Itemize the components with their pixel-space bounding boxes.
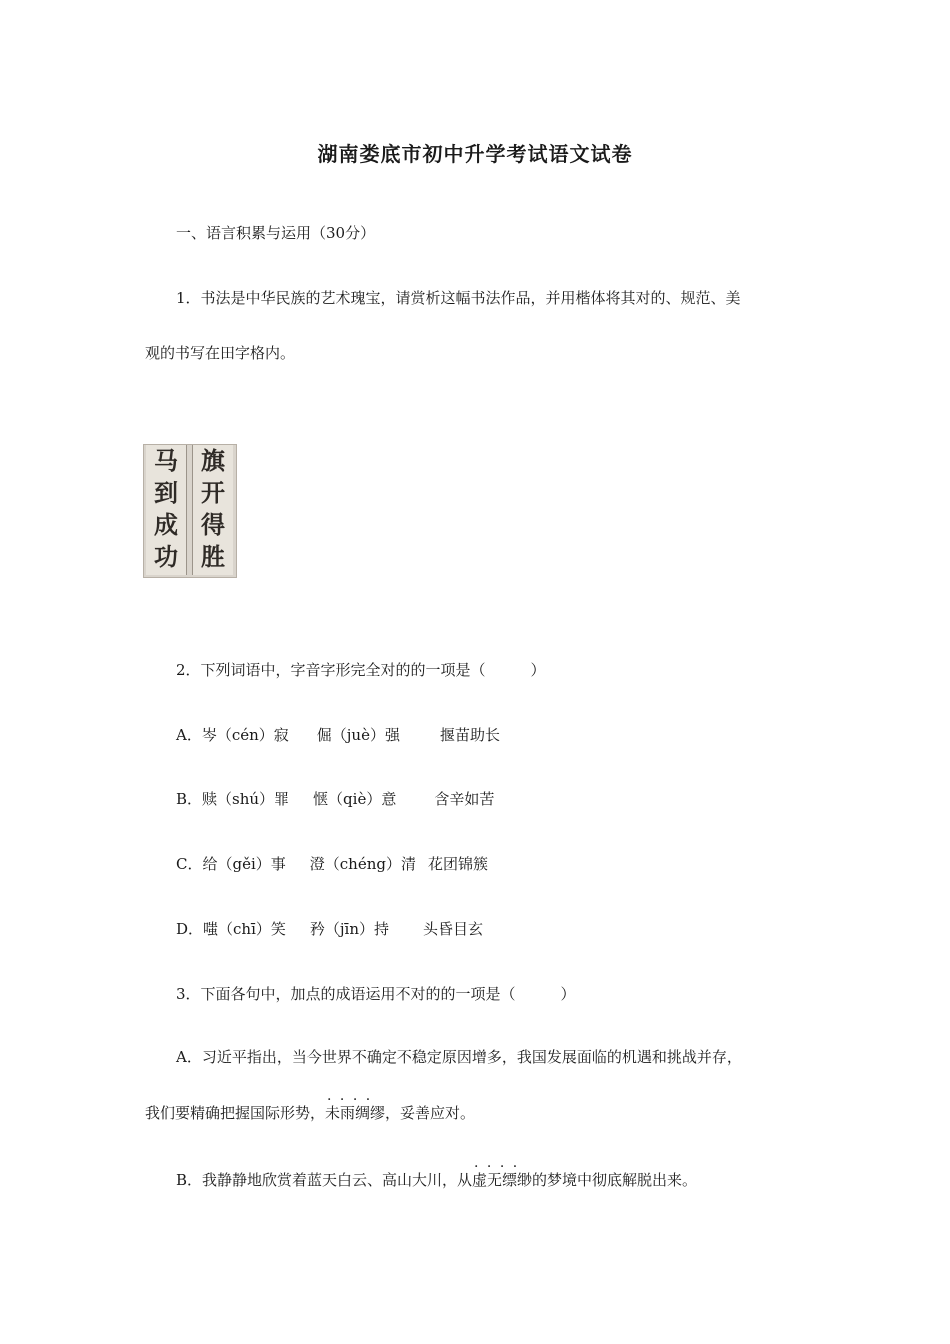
- question-2-option-c: [176, 854, 488, 874]
- emphasized-idiom: · · 未雨绸缪: [325, 1104, 385, 1122]
- calligraphy-char: 成: [154, 510, 178, 539]
- calligraphy-char: 功: [154, 542, 178, 571]
- calligraphy-char: 胜: [201, 542, 225, 571]
- calligraphy-char: 到: [154, 478, 178, 507]
- page-title: 湖南娄底市初中升学考试语文试卷: [317, 142, 633, 166]
- section-heading: 一、语言积累与运用（30分）: [176, 224, 376, 242]
- option-part: D．嗤（chī）笑: [176, 920, 286, 938]
- option-part: 头昏目玄: [423, 920, 484, 938]
- option-part: 倔（juè）强: [316, 726, 400, 744]
- question-3-stem: 3．下面各句中，加点的成语运用不对的的一项是（ ）: [176, 985, 576, 1003]
- calligraphy-scroll-right: [192, 445, 233, 575]
- calligraphy-char: 马: [154, 446, 178, 475]
- calligraphy-char: 得: [201, 510, 225, 539]
- option-part: 揠苗助长: [439, 726, 500, 744]
- text-segment: 我们要精确把握国际形势，: [145, 1104, 326, 1122]
- text-segment: ，妥善应对。: [385, 1104, 476, 1122]
- calligraphy-image: [143, 444, 237, 578]
- question-2-option-b: [176, 789, 494, 809]
- question-2-option-d: [176, 919, 483, 939]
- calligraphy-char: 旗: [201, 446, 225, 475]
- text-segment: 的梦境中彻底解脱出来。: [532, 1171, 698, 1189]
- option-part: B．赎（shú）罪: [176, 790, 290, 808]
- question-3-option-a-line-2: [145, 1103, 475, 1123]
- option-part: 澄（chéng）清: [309, 855, 416, 873]
- text-segment: B．我静静地欣赏着蓝天白云、高山大川，从: [176, 1171, 473, 1189]
- option-part: C．给（gěi）事: [176, 855, 286, 873]
- question-3-option-b: [176, 1170, 697, 1190]
- question-1-line-1: 1．书法是中华民族的艺术瑰宝，请赏析这幅书法作品，并用楷体将其对的、规范、美: [176, 289, 741, 307]
- option-part: 矜（jīn）持: [309, 920, 389, 938]
- calligraphy-scroll-left: [146, 445, 187, 575]
- emphasized-idiom: · · 虚无缥缈: [472, 1171, 532, 1189]
- option-part: 含辛如苦: [434, 790, 495, 808]
- question-2-option-a: [176, 725, 500, 745]
- question-3-option-a-line-1: A．习近平指出，当今世界不确定不稳定原因增多，我国发展面临的机遇和挑战并存，: [176, 1048, 742, 1066]
- option-part: 花团锦簇: [427, 855, 488, 873]
- option-part: 惬（qiè）意: [313, 790, 397, 808]
- option-part: A．岑（cén）寂: [176, 726, 289, 744]
- calligraphy-char: 开: [201, 478, 225, 507]
- question-1-line-2: 观的书写在田字格内。: [145, 344, 296, 362]
- question-2-stem: 2．下列词语中，字音字形完全对的的一项是（ ）: [176, 661, 546, 679]
